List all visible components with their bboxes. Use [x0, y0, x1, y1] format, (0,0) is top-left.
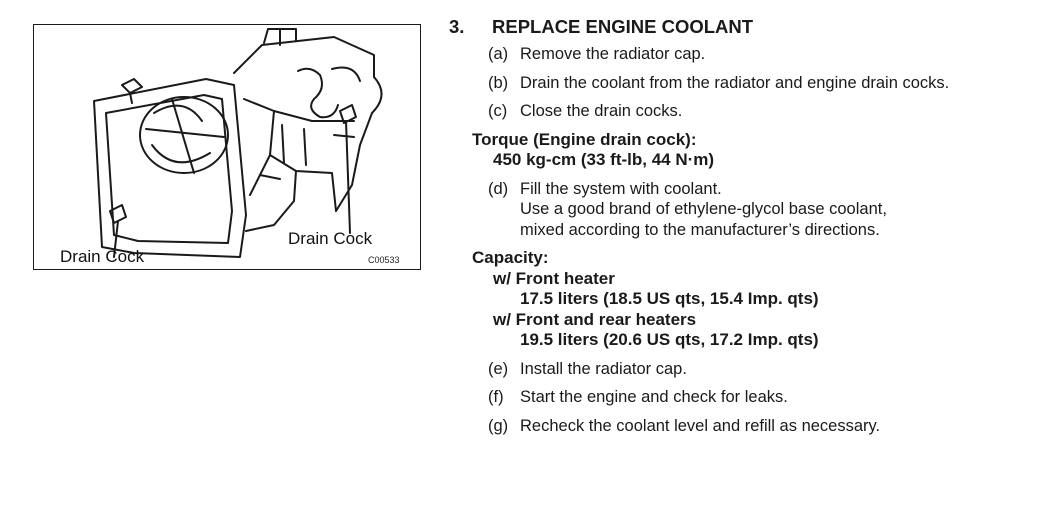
step-g [488, 416, 1049, 437]
procedure-steps-e-g [488, 359, 1049, 437]
step-c [488, 101, 1049, 122]
step-letter: (a) [488, 45, 509, 63]
step-d-text [520, 179, 1049, 241]
step-a [488, 44, 1049, 65]
section-number: 3. [449, 16, 465, 37]
capacity-label: Capacity: [472, 248, 549, 267]
capacity-front-value: 17.5 liters (18.5 US qts, 15.4 Imp. qts) [520, 289, 819, 308]
section-heading [449, 16, 1049, 44]
step-letter: (f) [488, 388, 504, 406]
step-letter: (e) [488, 359, 509, 378]
capacity-front-label: w/ Front heater [493, 268, 615, 288]
step-d-line-1: Fill the system with coolant. [520, 179, 722, 198]
step-text: Start the engine and check for leaks. [520, 388, 788, 406]
procedure-steps [488, 44, 1049, 122]
step-text: Remove the radiator cap. [520, 45, 706, 63]
figure-code: C00533 [368, 255, 400, 265]
procedure-steps-d [488, 179, 1049, 241]
torque-label: Torque (Engine drain cock): [472, 129, 697, 149]
step-letter: (g) [488, 416, 509, 435]
capacity-rear-label: w/ Front and rear heaters [493, 309, 697, 329]
capacity-spec [449, 248, 1049, 351]
drain-cock-label-right: Drain Cock [288, 229, 373, 248]
step-letter: (d) [488, 179, 509, 198]
section-title: REPLACE ENGINE COOLANT [492, 16, 754, 37]
step-text: Recheck the coolant level and refill as necessary. [520, 416, 881, 435]
procedure-content [449, 16, 1049, 444]
step-d [488, 179, 1049, 241]
step-text: Drain the coolant from the radiator and engine drain cocks. [520, 73, 950, 92]
capacity-rear-value: 19.5 liters (20.6 US qts, 17.2 Imp. qts) [520, 330, 819, 349]
step-b [488, 73, 1049, 94]
step-d-line-2: Use a good brand of ethylene-glycol base coolant, [520, 200, 887, 218]
drain-cock-label-left: Drain Cock [60, 247, 145, 266]
step-d-line-3: mixed according to the manufacturer’s directions. [520, 220, 880, 239]
step-f [488, 387, 1049, 408]
torque-spec [449, 130, 1049, 171]
step-letter: (c) [488, 102, 508, 120]
step-letter: (b) [488, 73, 509, 92]
step-e [488, 359, 1049, 380]
step-text: Install the radiator cap. [520, 359, 687, 378]
step-text: Close the drain cocks. [520, 102, 683, 120]
engine-illustration [33, 24, 421, 270]
torque-value: 450 kg-cm (33 ft-lb, 44 N·m) [493, 150, 715, 169]
